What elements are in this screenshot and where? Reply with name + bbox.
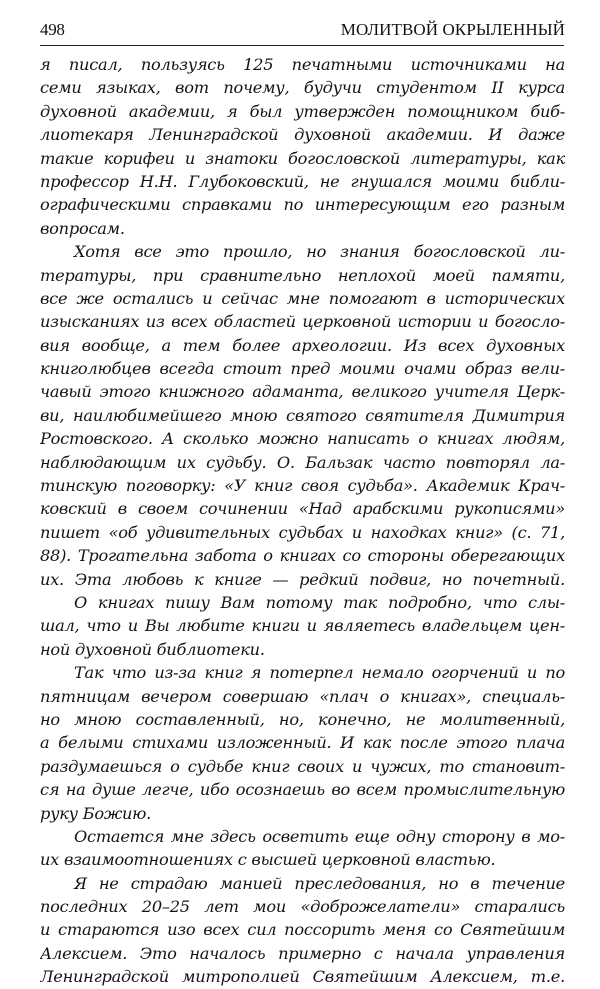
text-line bbox=[40, 193, 565, 216]
text-line-content: Хотя все это прошло, но знания богословской ли- bbox=[74, 242, 565, 262]
text-line bbox=[40, 755, 565, 778]
text-line bbox=[40, 170, 565, 193]
text-line-content: а белыми стихами изложенный. И как после этого плача bbox=[40, 733, 565, 753]
text-line bbox=[40, 217, 565, 240]
text-line bbox=[40, 521, 565, 544]
text-line-content: раздумаешься о судьбе книг своих и чужих, то становит- bbox=[40, 756, 565, 776]
text-line-content: вопросам. bbox=[40, 218, 125, 238]
text-line bbox=[40, 404, 565, 427]
text-line-content: все же остались и сейчас мне помогают в исторических bbox=[40, 288, 565, 308]
text-line-content: ся на душе легче, ибо осознаешь во всем промыслительную bbox=[40, 780, 565, 800]
text-line bbox=[40, 147, 565, 170]
text-line bbox=[40, 708, 565, 731]
text-line-content: Алексием. Это началось примерно с начала управления bbox=[40, 943, 565, 963]
text-line-content: тинскую поговорку: «У книг своя судьба». Академик Крач- bbox=[40, 476, 565, 496]
text-line-content: наблюдающим их судьбу. О. Бальзак часто повторял ла- bbox=[40, 452, 565, 472]
text-line-content: профессор Н.Н. Глубоковский, не гнушался моими библи- bbox=[40, 171, 565, 191]
text-line-content: лиотекаря Ленинградской духовной академии. И даже bbox=[40, 125, 565, 145]
text-line-content: 88). Трогательна забота о книгах со стороны оберегающих bbox=[40, 546, 565, 566]
text-line bbox=[40, 965, 565, 988]
body-text bbox=[40, 53, 565, 989]
text-line bbox=[40, 287, 565, 310]
text-line bbox=[40, 53, 565, 76]
text-line bbox=[40, 848, 565, 871]
text-line bbox=[40, 474, 565, 497]
text-line-content: О книгах пишу Вам потому так подробно, что слы- bbox=[74, 592, 565, 612]
text-line-content: Ростовского. А сколько можно написать о книгах людям, bbox=[40, 429, 565, 449]
text-line-content: пятницам вечером совершаю «плач о книгах», специаль- bbox=[40, 686, 565, 706]
text-line-content: семи языках, вот почему, будучи студентом II курса bbox=[40, 78, 565, 98]
text-line-content: их взаимоотношениях с высшей церковной властью. bbox=[40, 850, 496, 870]
text-line-content: такие корифеи и знатоки богословской литературы, как bbox=[40, 148, 565, 168]
text-line bbox=[40, 918, 565, 941]
text-line-content: Остается мне здесь осветить еще одну сторону в мо- bbox=[74, 826, 565, 846]
text-line bbox=[40, 427, 565, 450]
text-line bbox=[40, 895, 565, 918]
text-line bbox=[40, 76, 565, 99]
text-line bbox=[40, 942, 565, 965]
text-line-content: духовной академии, я был утвержден помощником биб- bbox=[40, 101, 565, 121]
running-title: МОЛИТВОЙ ОКРЫЛЕННЫЙ bbox=[340, 20, 565, 39]
text-line bbox=[40, 497, 565, 520]
text-line-content: пишет «об удивительных судьбах и находках книг» (с. 71, bbox=[40, 522, 565, 542]
running-head bbox=[40, 18, 565, 40]
text-line bbox=[40, 380, 565, 403]
text-line bbox=[40, 731, 565, 754]
page-number: 498 bbox=[40, 20, 65, 39]
text-line bbox=[40, 872, 565, 895]
text-line-content: Ленинградской митрополией Святейшим Алексием, т.е. bbox=[40, 967, 565, 987]
text-line-content: ографическими справками по интересующим его разным bbox=[40, 195, 565, 215]
text-line bbox=[40, 568, 565, 591]
text-line bbox=[40, 357, 565, 380]
text-line-content: чавый этого книжного адаманта, великого учителя Церк- bbox=[40, 382, 565, 402]
text-line bbox=[40, 802, 565, 825]
text-line-content: ной духовной библиотеки. bbox=[40, 639, 265, 659]
text-line bbox=[40, 123, 565, 146]
text-line-content: тературы, при сравнительно неплохой моей памяти, bbox=[40, 265, 565, 285]
text-line-content: Так что из-за книг я потерпел немало огорчений и по bbox=[74, 663, 565, 683]
text-line-content: ви, наилюбимейшего мною святого святителя Димитрия bbox=[40, 405, 565, 425]
header-rule bbox=[40, 45, 564, 46]
text-line-content: Я не страдаю манией преследования, но в течение bbox=[74, 873, 565, 893]
text-line bbox=[40, 310, 565, 333]
text-line-content: я писал, пользуясь 125 печатными источниками на bbox=[40, 55, 565, 74]
text-line bbox=[40, 544, 565, 567]
text-line bbox=[40, 778, 565, 801]
text-line-content: последних 20–25 лет мои «доброжелатели» старались bbox=[40, 897, 565, 917]
text-line-content: руку Божию. bbox=[40, 803, 152, 823]
text-line bbox=[40, 264, 565, 287]
text-line bbox=[40, 825, 565, 848]
text-line bbox=[40, 591, 565, 614]
text-line-content: и стараются изо всех сил поссорить меня со Святейшим bbox=[40, 920, 565, 940]
text-line-content: их. Эта любовь к книге — редкий подвиг, но почетный. bbox=[40, 569, 565, 589]
text-line bbox=[40, 334, 565, 357]
text-line-content: вия вообще, а тем более археологии. Из всех духовных bbox=[40, 335, 565, 355]
text-line bbox=[40, 451, 565, 474]
text-line bbox=[40, 240, 565, 263]
text-line bbox=[40, 100, 565, 123]
text-line-content: книголюбцев всегда стоит пред моими очами образ вели- bbox=[40, 359, 565, 379]
text-line bbox=[40, 614, 565, 637]
text-line-content: но мною составленный, но, конечно, не молитвенный, bbox=[40, 709, 565, 729]
text-line-content: ковский в своем сочинении «Над арабскими рукописями» bbox=[40, 499, 565, 519]
text-line-content: изысканиях из всех областей церковной истории и богосло- bbox=[40, 312, 565, 332]
text-line bbox=[40, 638, 565, 661]
text-line bbox=[40, 661, 565, 684]
text-line bbox=[40, 685, 565, 708]
text-line-content: шал, что и Вы любите книги и являетесь владельцем цен- bbox=[40, 616, 565, 636]
